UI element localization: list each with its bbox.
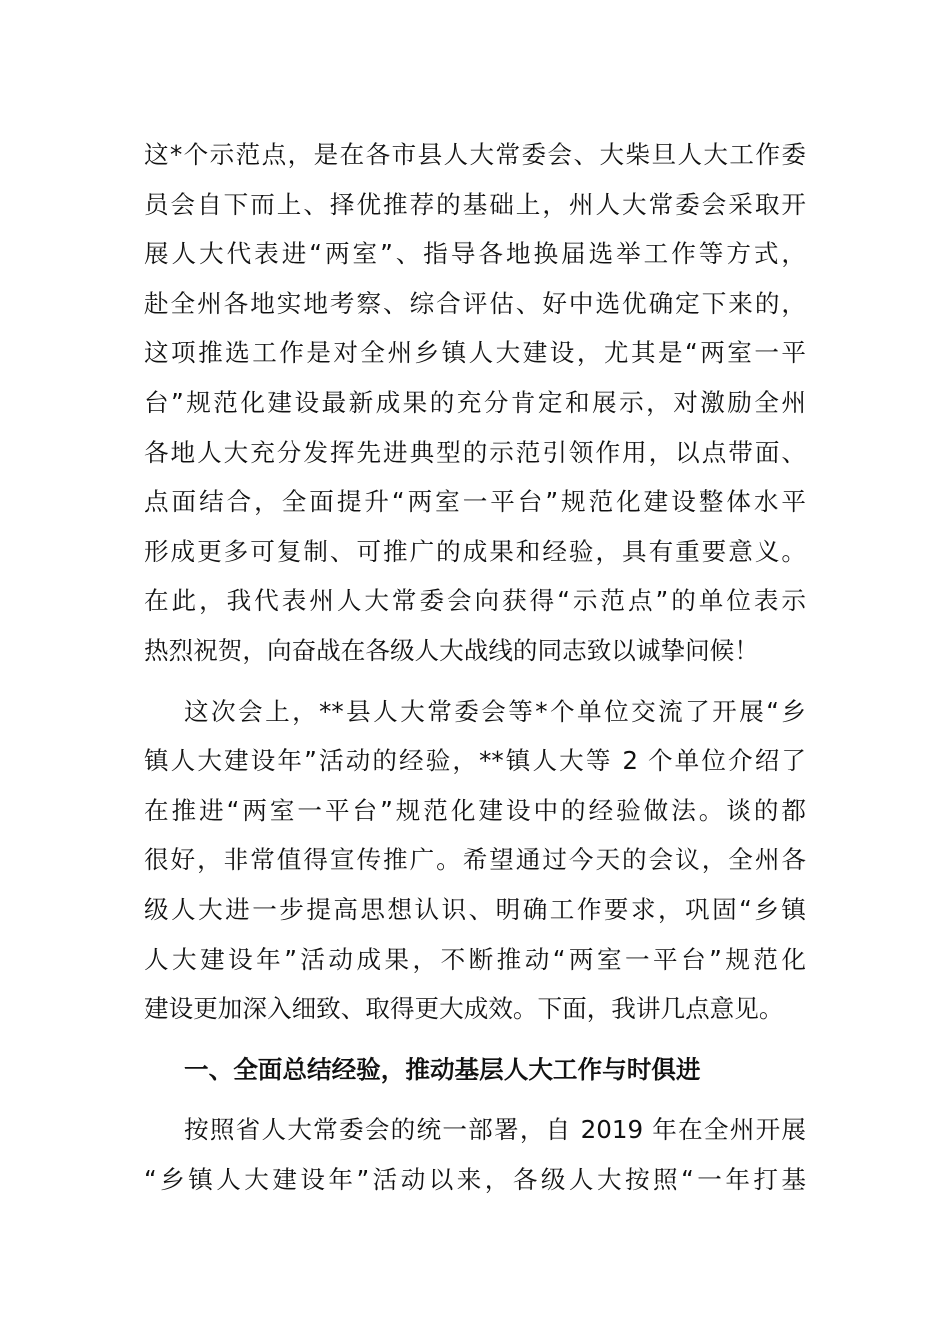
- text-line: 按照省人大常委会的统一部署，自 2019 年在全州开展: [184, 1115, 806, 1145]
- section-heading: 一、全面总结经验，推动基层人大工作与时俱进: [184, 1054, 701, 1084]
- text-line: 展人大代表进“两室”、指导各地换届选举工作等方式，: [144, 239, 806, 269]
- text-line: 这次会上，**县人大常委会等*个单位交流了开展“乡: [184, 696, 806, 726]
- paragraph-intro: [144, 130, 806, 676]
- text-line: 建设更加深入细致、取得更大成效。下面，我讲几点意见。: [144, 994, 784, 1024]
- text-line: 很好，非常值得宣传推广。希望通过今天的会议，全州各: [144, 845, 806, 875]
- text-line: 这项推选工作是对全州乡镇人大建设，尤其是“两室一平: [144, 338, 806, 368]
- text-line: 员会自下而上、择优推荐的基础上，州人大常委会采取开: [144, 189, 806, 219]
- text-line: “乡镇人大建设年”活动以来，各级人大按照“一年打基: [144, 1164, 806, 1194]
- text-line: 镇人大建设年”活动的经验，**镇人大等 2 个单位介绍了: [144, 746, 806, 776]
- text-line: 人大建设年”活动成果，不断推动“两室一平台”规范化: [144, 944, 806, 974]
- text-line: 形成更多可复制、可推广的成果和经验，具有重要意义。: [144, 536, 806, 566]
- text-line: 台”规范化建设最新成果的充分肯定和展示，对激励全州: [144, 387, 806, 417]
- text-line: 级人大进一步提高思想认识、明确工作要求，巩固“乡镇: [144, 894, 806, 924]
- paragraph-section-one: [144, 1105, 806, 1204]
- text-line: 这*个示范点，是在各市县人大常委会、大柴旦人大工作委: [144, 140, 806, 169]
- document-page: [144, 130, 806, 1204]
- text-line: 热烈祝贺，向奋战在各级人大战线的同志致以诚挚问候！: [144, 635, 759, 665]
- text-line: 点面结合，全面提升“两室一平台”规范化建设整体水平: [144, 487, 806, 517]
- text-line: 在此，我代表州人大常委会向获得“示范点”的单位表示: [144, 586, 806, 616]
- text-line: 赴全州各地实地考察、综合评估、好中选优确定下来的，: [144, 288, 806, 318]
- text-line: 在推进“两室一平台”规范化建设中的经验做法。谈的都: [144, 795, 806, 825]
- text-line: 各地人大充分发挥先进典型的示范引领作用，以点带面、: [144, 437, 806, 467]
- paragraph-meeting: [144, 687, 806, 1034]
